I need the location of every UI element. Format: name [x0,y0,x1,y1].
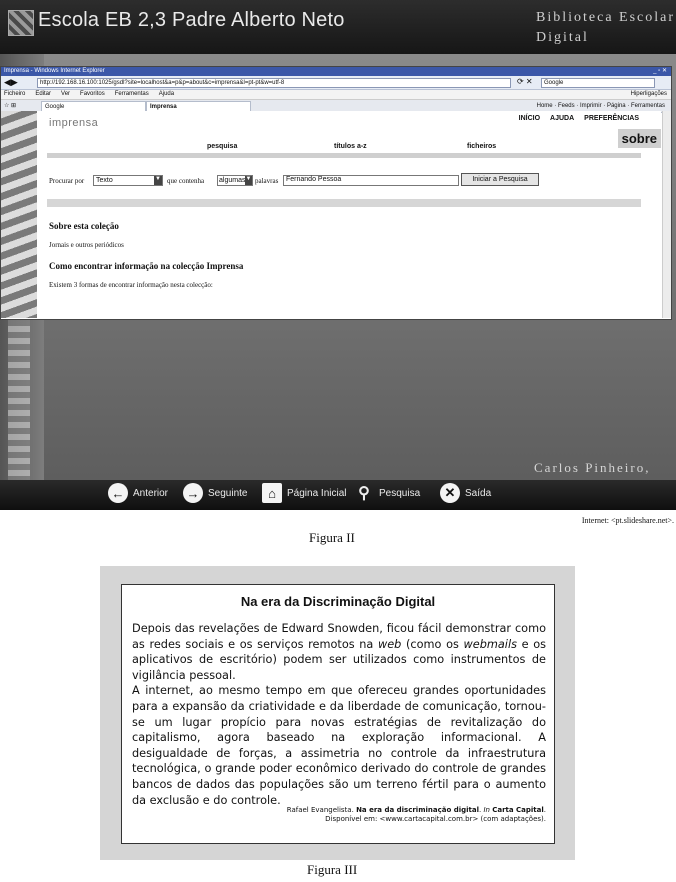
arrow-left-icon: ← [108,483,128,503]
author-name: Carlos Pinheiro, [534,460,651,475]
qualifier-value: algumas [219,177,246,184]
search-row [49,175,649,187]
article-excerpt-box [121,584,555,844]
sobre-label: sobre [618,129,661,148]
divider-bar [47,199,641,207]
refresh-icon[interactable]: ⟳ ✕ [517,77,533,86]
tab-ficheiros[interactable]: ficheiros [467,143,497,150]
article-source [162,806,546,824]
article-body [132,621,546,808]
nav-anterior-button[interactable] [108,481,168,505]
nav-seguinte-button[interactable] [183,481,247,505]
search-suffix-label: palavras [255,177,279,185]
slide-header [0,0,676,54]
menu-item[interactable]: Ajuda [158,91,175,97]
browser-title-bar [1,67,671,76]
source-line-2: Disponível em: <www.cartacapital.com.br> (com adaptações). [325,815,546,823]
caption-figure-2: Figura II [309,530,355,545]
browser-toolbar-right[interactable]: Home · Feeds · Imprimir · Página · Ferramentas [536,103,665,109]
source-line-1: Rafael Evangelista. Na era da discriminação digital. In Carta Capital. [286,806,546,814]
window-controls-icon[interactable]: _ ▫ ✕ [653,68,667,74]
menu-item[interactable]: Editar [35,91,52,97]
top-links [519,115,639,122]
close-icon: ✕ [440,483,460,503]
tab-google[interactable]: Google [41,101,146,113]
scrollbar[interactable] [662,111,671,318]
query-input[interactable]: Fernando Pessoa [283,175,459,186]
how-text: Existem 3 formas de encontrar informação nesta colecção: [49,281,213,289]
nav-label: Pesquisa [379,487,421,499]
menu-item[interactable]: Favoritos [80,91,105,97]
browser-window [0,66,672,320]
link-preferencias[interactable]: PREFERÊNCIAS [584,115,639,122]
url-input[interactable]: http://192.168.16.100:1025/gsdl?site=localhost&a=p&p=about&c=imprensa&l=pt-pt&w=utf-8 [37,78,511,88]
nav-saida-button[interactable] [440,481,491,505]
about-text: Jornais e outros periódicos [49,241,124,249]
chevron-down-icon[interactable]: ▼ [154,176,162,185]
article-excerpt-frame [100,566,575,860]
article-paragraph-1: Depois das revelações de Edward Snowden, ficou fácil demonstrar como as redes sociais e os serviços remotos na web (como os webmails e os aplicativos de escritório) podem ser utilizados como instrumentos de vigilância pessoal. [132,622,546,682]
page-side-art [1,111,37,318]
nav-label: Saída [465,487,492,499]
menu-item[interactable]: Ficheiro [4,91,26,97]
tab-pesquisa[interactable]: pesquisa [207,143,238,150]
favorites-star-icon[interactable]: ☆ ⊞ [4,103,17,109]
slide-title: Escola EB 2,3 Padre Alberto Neto [38,9,345,31]
field-select[interactable] [93,175,163,186]
browser-search-input[interactable]: Google [541,78,655,88]
tab-imprensa[interactable]: Imprensa [146,101,251,113]
caption-figure-3: Figura III [307,862,358,877]
back-forward-icon[interactable]: ◀▶ [4,77,18,87]
links-menu[interactable]: Hiperligações [630,91,667,97]
nav-label: Anterior [133,487,169,499]
image-credit: Internet: <pt.slideshare.net>. [581,516,674,525]
slide-subtitle: Biblioteca Escolar Digital [536,10,676,45]
search-button[interactable]: Iniciar a Pesquisa [461,173,539,186]
nav-label: Página Inicial [287,487,347,499]
tab-bar-background [47,153,641,158]
magnifier-icon: ⚲ [358,485,370,502]
link-ajuda[interactable]: AJUDA [550,115,575,122]
imprensa-logo[interactable]: imprensa [49,117,99,129]
link-inicio[interactable]: INÍCIO [518,115,541,122]
chevron-down-icon[interactable]: ▼ [245,176,252,185]
school-logo-icon [8,10,34,36]
tab-titulos[interactable]: títulos a-z [334,143,367,150]
arrow-right-icon: → [183,483,203,503]
article-paragraph-2: A internet, ao mesmo tempo em que ofereceu grandes oportunidades para a expansão da criatividade e da liberdade de comunicação, tornou-se um lugar propício para novas estratégias de revitalização do capitalismo, agora baseado na exploração informacional. A desigualdade de forças, a assimetria no controle da infraestrutura tecnológica, o grande poder econômico derivado do controle de grandes bancos de dados das populações são um terreno fértil para o aumento da exclusão e do controle. [132,684,546,807]
browser-menu-bar [1,90,671,100]
home-icon: ⌂ [262,483,282,503]
nav-label: Seguinte [208,487,248,499]
qualifier-select[interactable] [217,175,253,186]
nav-pagina-inicial-button[interactable] [262,481,346,505]
field-select-value: Texto [96,177,113,184]
article-title: Na era da Discriminação Digital [240,594,436,609]
address-bar [1,76,671,90]
browser-title: Imprensa - Windows Internet Explorer [4,68,105,74]
about-heading: Sobre esta coleção [49,221,119,231]
how-heading: Como encontrar informação na colecção Imprensa [49,261,244,271]
nav-pesquisa-button[interactable] [354,481,420,505]
menu-item[interactable]: Ver [61,91,71,97]
search-middle-label: que contenha [167,177,205,185]
greenstone-page [37,111,661,318]
menu-item[interactable]: Ferramentas [114,91,149,97]
search-prefix-label: Procurar por [49,177,85,185]
